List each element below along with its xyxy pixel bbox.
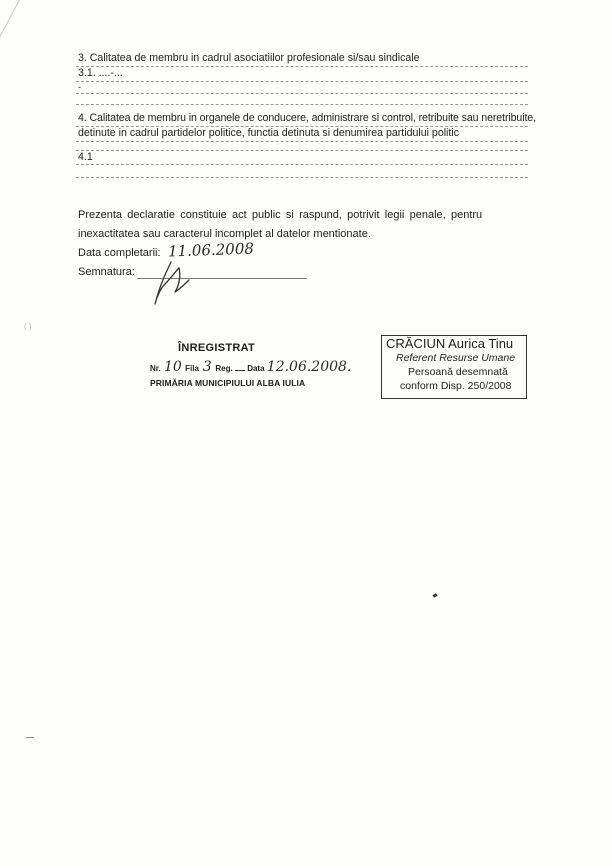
section-4-heading-line-1: 4. Calitatea de membru in organele de conducere, administrare si control, retribuite sau neretribuite, xyxy=(78,112,536,124)
registration-reg-blank xyxy=(235,370,245,371)
scan-speck-2 xyxy=(433,593,438,598)
date-completed-value: 11.06.2008 xyxy=(167,239,255,261)
designation-stamp-line-3: Persoană desemnată xyxy=(408,366,508,378)
registration-stamp-title: ÎNREGISTRAT xyxy=(178,342,256,354)
section-3-blank-rule xyxy=(76,104,528,105)
section-4-item-1: 4.1 xyxy=(78,151,93,163)
registration-data-value: 12.06.2008. xyxy=(266,359,352,375)
designation-stamp-line-4: conform Disp. 250/2008 xyxy=(400,380,512,392)
scan-edge-stroke xyxy=(0,0,23,65)
designation-stamp-name: CRĂCIUN Aurica Tinu xyxy=(386,336,514,351)
section-3-heading-rule xyxy=(76,66,528,67)
section-4-heading-line-2: detinute in cadrul partidelor politice, functia detinuta si denumirea partidului politic xyxy=(78,127,460,139)
registration-data-label: Data xyxy=(247,364,265,373)
declaration-line-2: inexactitatea sau caracterul incomplet al datelor mentionate. xyxy=(78,228,371,240)
registration-fila-value: 3 xyxy=(202,359,212,375)
registration-reg-label: Reg. xyxy=(215,364,233,373)
section-4-blank-rule xyxy=(76,150,528,151)
declaration-line-1: Prezenta declaratie constituie act public si raspund, potrivit legii penale, pentru xyxy=(78,209,483,221)
designation-stamp-role: Referent Resurse Umane xyxy=(396,352,516,364)
registration-nr-value: 10 xyxy=(163,359,182,375)
scan-dash xyxy=(26,737,34,738)
section-3-item-1-rule xyxy=(76,81,528,82)
section-4-blank-rule-2 xyxy=(76,177,528,178)
signature-label: Semnatura: xyxy=(78,266,135,278)
signature-scribble xyxy=(145,258,205,308)
section-3-item-2: - xyxy=(78,82,81,92)
section-4-item-1-rule xyxy=(76,164,528,165)
registration-fila-label: Fila xyxy=(185,364,199,373)
section-3-heading: 3. Calitatea de membru in cadrul asociatiilor profesionale si/sau sindicale xyxy=(78,52,420,64)
registration-nr-label: Nr. xyxy=(150,364,161,373)
scan-speck: ( ) xyxy=(24,322,32,331)
registration-stamp-line xyxy=(150,359,351,375)
date-completed-label: Data completarii: xyxy=(78,247,161,259)
registration-stamp-institution: PRIMĂRIA MUNICIPIULUI ALBA IULIA xyxy=(150,378,306,388)
section-3-item-2-rule xyxy=(76,93,528,94)
section-4-heading-line-2-rule xyxy=(76,141,528,142)
section-3-item-1: 3.1. ....-... xyxy=(78,67,123,79)
